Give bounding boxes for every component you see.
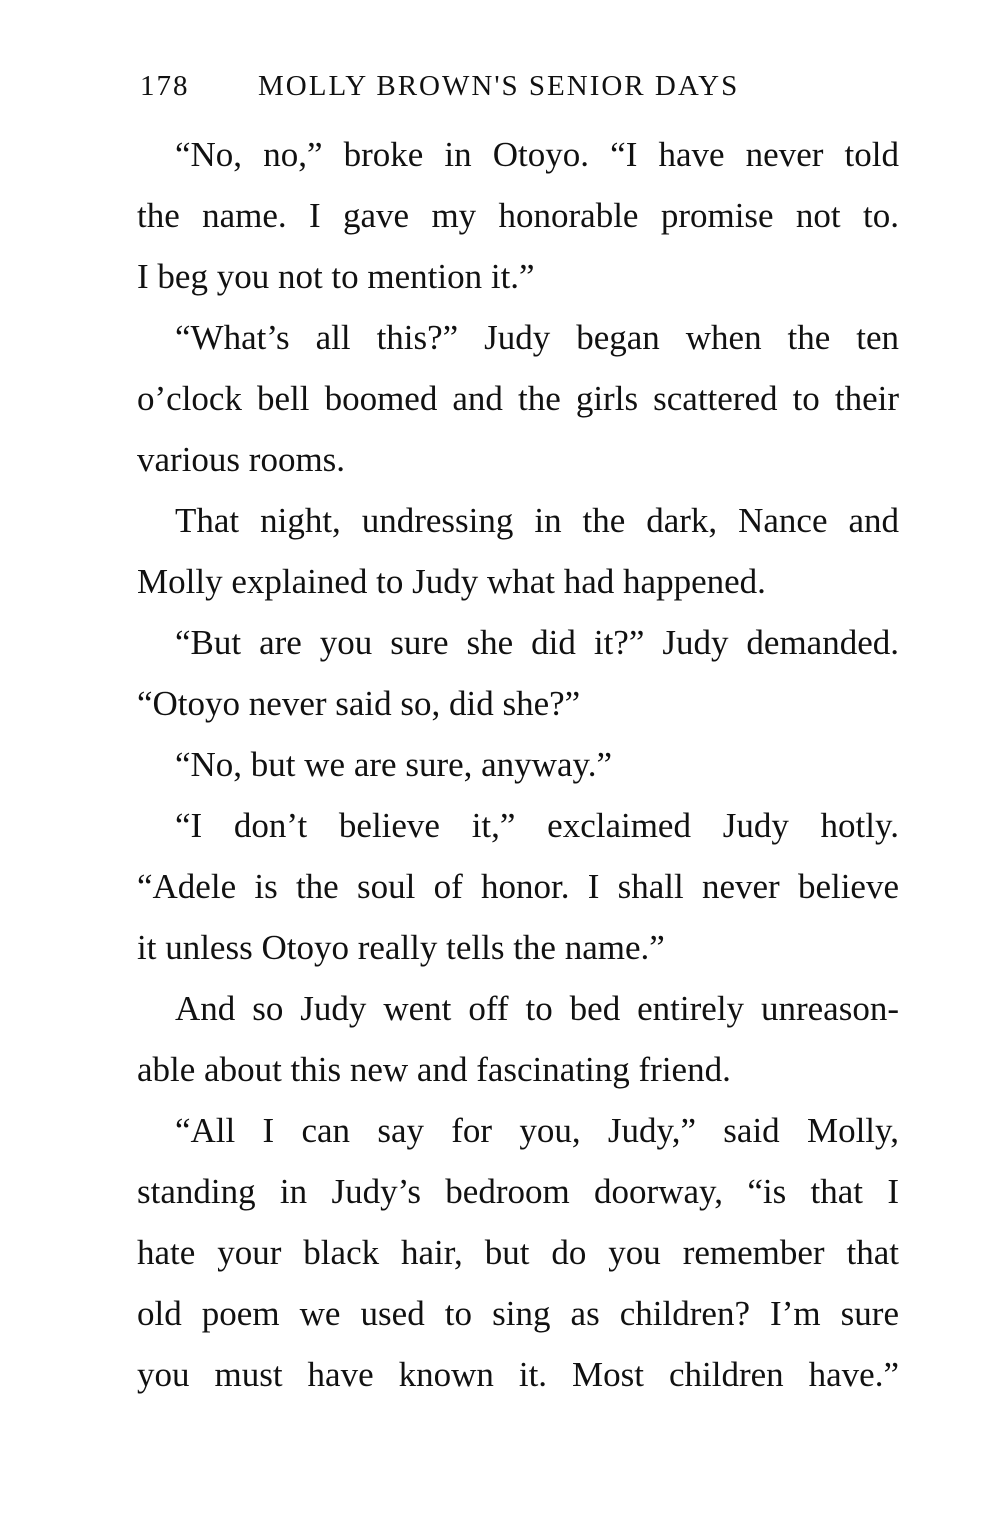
text-line: the name. I gave my honorable promise not to. bbox=[137, 196, 899, 235]
text-line: Molly explained to Judy what had happened. bbox=[137, 562, 766, 601]
text-line: it unless Otoyo really tells the name.” bbox=[137, 928, 665, 967]
text-line: “I don’t believe it,” exclaimed Judy hotly. bbox=[175, 806, 899, 845]
page-number: 178 bbox=[140, 70, 190, 102]
text-line: I beg you not to mention it.” bbox=[137, 257, 535, 296]
text-line: hate your black hair, but do you remember that bbox=[137, 1233, 899, 1272]
running-head bbox=[140, 66, 900, 106]
text-line: “Adele is the soul of honor. I shall never believe bbox=[137, 867, 899, 906]
text-line: “But are you sure she did it?” Judy demanded. bbox=[175, 623, 899, 662]
text-line: “Otoyo never said so, did she?” bbox=[137, 684, 581, 723]
text-line: “No, but we are sure, anyway.” bbox=[175, 745, 612, 784]
text-line: “No, no,” broke in Otoyo. “I have never told bbox=[175, 135, 899, 174]
text-line: able about this new and fascinating friend. bbox=[137, 1050, 731, 1089]
text-line: “All I can say for you, Judy,” said Molly, bbox=[175, 1111, 899, 1150]
text-line: old poem we used to sing as children? I’m sure bbox=[137, 1294, 899, 1333]
body-text bbox=[137, 124, 899, 1405]
text-line: “What’s all this?” Judy began when the ten bbox=[175, 318, 899, 357]
text-line: various rooms. bbox=[137, 440, 346, 479]
text-line: That night, undressing in the dark, Nance and bbox=[175, 501, 899, 540]
running-title: MOLLY BROWN'S SENIOR DAYS bbox=[258, 70, 740, 102]
text-line: And so Judy went off to bed entirely unreason- bbox=[175, 989, 899, 1028]
text-line: you must have known it. Most children have.” bbox=[137, 1355, 899, 1394]
text-line: standing in Judy’s bedroom doorway, “is that I bbox=[137, 1172, 899, 1211]
text-line: o’clock bell boomed and the girls scattered to their bbox=[137, 379, 899, 418]
